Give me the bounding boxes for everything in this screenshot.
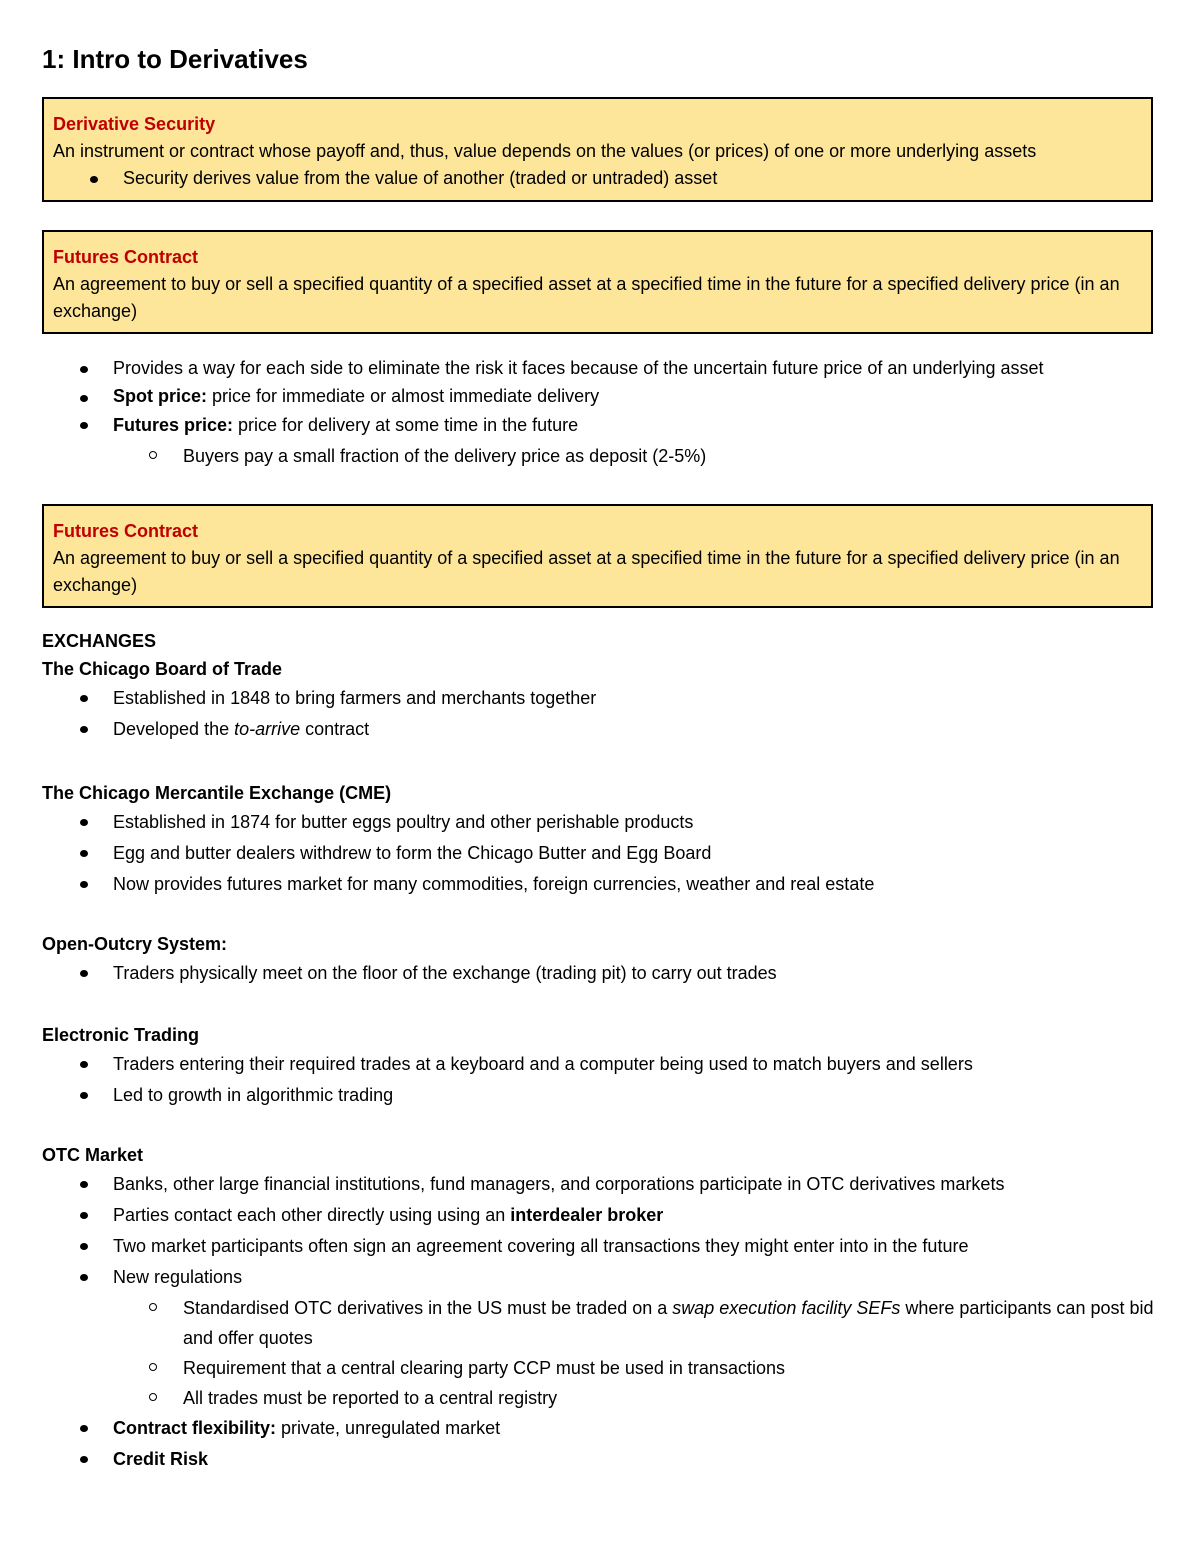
list-item: Established in 1874 for butter eggs poultry and other perishable products [42,807,1162,838]
term-text: price for delivery at some time in the future [233,415,579,435]
term-label: Futures price: [113,415,234,435]
box-body: An instrument or contract whose payoff and, thus, value depends on the values (or prices) of one or more underlying assets [53,141,1037,161]
text-run: contract [300,719,370,739]
bullet-list [42,1049,1162,1111]
text-run: Developed the [113,719,235,739]
list-item: Established in 1848 to bring farmers and merchants together [42,683,1162,714]
exchanges-section [42,627,1162,745]
list-item: Traders entering their required trades at a keyboard and a computer being used to match buyers and sellers [42,1049,1162,1080]
text-run: Parties contact each other directly using using an [113,1205,511,1225]
subsection-title-otc: OTC Market [42,1145,144,1165]
list-item [42,383,1162,410]
italic-term: swap execution facility SEFs [672,1298,901,1318]
list-item: Banks, other large financial institutions, fund managers, and corporations participate in OTC derivatives markets [42,1169,1162,1200]
box-body: An agreement to buy or sell a specified quantity of a specified asset at a specified time in the future for a specified delivery price (in an exchange) [53,274,1120,321]
subsection-title-cbot: The Chicago Board of Trade [42,659,283,679]
subsection-title-outcry: Open-Outcry System: [42,934,228,954]
futures-bullets [42,354,1162,471]
subsection-title-electronic: Electronic Trading [42,1025,200,1045]
list-item: Egg and butter dealers withdrew to form the Chicago Butter and Egg Board [42,838,1162,869]
open-outcry-section [42,930,1162,989]
definition-box-futures-contract-2 [42,504,1153,608]
section-heading: EXCHANGES [42,631,157,651]
term-label: Credit Risk [113,1449,209,1469]
bullet-list [42,354,1162,471]
list-item: Traders physically meet on the floor of the exchange (trading pit) to carry out trades [42,958,1162,989]
list-item: Now provides futures market for many commodities, foreign currencies, weather and real estate [42,869,1162,900]
list-item [42,1413,1162,1444]
bullet-list [42,683,1162,745]
box-bullet: Security derives value from the value of another (traded or untraded) asset [53,165,1143,192]
bullet-list [42,1169,1162,1475]
box-title: Derivative Security [53,114,216,134]
list-item: Provides a way for each side to eliminate the risk it faces because of the uncertain future price of an underlying asset [42,354,1162,383]
sub-list-item [42,1293,1162,1353]
list-item [42,714,1162,745]
bullet-list [42,958,1162,989]
bullet-list [42,807,1162,900]
term-label: Spot price: [113,386,208,406]
list-item: New regulations [42,1262,1162,1293]
electronic-trading-section [42,1021,1162,1111]
text-run: where participants can post bid and offer quotes [183,1298,1154,1348]
term-text: private, unregulated market [276,1418,501,1438]
italic-term: to-arrive [234,719,301,739]
page-title: 1: Intro to Derivatives [42,44,308,74]
subsection-title-cme: The Chicago Mercantile Exchange (CME) [42,783,392,803]
text-run: Standardised OTC derivatives in the US must be traded on a [183,1298,673,1318]
box-bullet-list [53,165,1143,192]
list-item: Two market participants often sign an agreement covering all transactions they might enter into in the future [42,1231,1162,1262]
box-body: An agreement to buy or sell a specified quantity of a specified asset at a specified time in the future for a specified delivery price (in an exchange) [53,548,1120,595]
otc-section [42,1141,1162,1475]
sub-list-item: Buyers pay a small fraction of the delivery price as deposit (2-5%) [42,441,1162,471]
cme-section [42,779,1162,900]
list-item [42,1200,1162,1231]
definition-box-derivative-security [42,97,1153,202]
sub-list-item: Requirement that a central clearing party CCP must be used in transactions [42,1353,1162,1383]
box-title: Futures Contract [53,247,199,267]
sub-list-item: All trades must be reported to a central registry [42,1383,1162,1413]
list-item: Led to growth in algorithmic trading [42,1080,1162,1111]
definition-box-futures-contract [42,230,1153,334]
term-text: price for immediate or almost immediate delivery [207,386,600,406]
list-item [42,410,1162,441]
box-title: Futures Contract [53,521,199,541]
list-item [42,1444,1162,1475]
bold-term: interdealer broker [510,1205,664,1225]
term-label: Contract flexibility: [113,1418,277,1438]
